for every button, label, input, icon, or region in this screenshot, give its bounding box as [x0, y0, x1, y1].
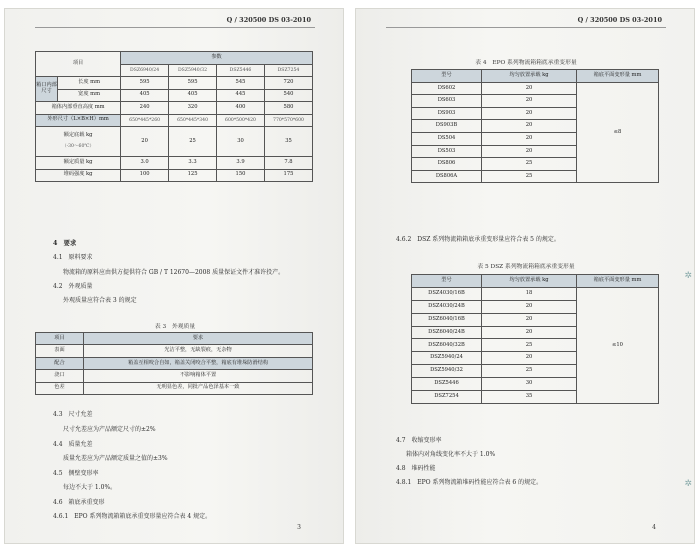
table1-row-label: 外形尺寸（L×B×H）mm: [36, 114, 121, 127]
section-4-4-text: 质量允差应为产品额定质量之值的±3%: [63, 455, 168, 462]
table1-cell: 580: [264, 102, 312, 115]
temperature-range: （-30～60℃）: [61, 144, 95, 150]
table3-item: 色差: [36, 382, 84, 394]
document-code-header: Q / 320500 DS 03-2010: [226, 16, 311, 24]
table1-row-label: [36, 127, 121, 157]
table-row: [412, 287, 659, 300]
table4-model: DS903B: [412, 120, 482, 133]
header-rule: [35, 27, 315, 28]
table4-caption: 表 4 EPO 系列物流箱箱底承重变形量: [475, 60, 577, 66]
section-4-3-text: 尺寸允差应为产品额定尺寸的±2%: [63, 426, 156, 433]
table5-load: 20: [482, 313, 577, 326]
table3-header: 项目: [36, 333, 84, 345]
binding-mark-icon: ✲: [684, 271, 692, 281]
table4-model: DS903: [412, 107, 482, 120]
table-row: [36, 157, 313, 170]
table1-cell: 20: [121, 127, 169, 157]
table1-item-header: 项目: [36, 52, 121, 77]
table5-load: 18: [482, 287, 577, 300]
table4-load: 25: [482, 158, 577, 171]
table1-model: DSZ5940/32: [169, 64, 217, 77]
section-4-3-heading: 4.3 尺寸允差: [53, 411, 93, 418]
table-row: [36, 345, 313, 357]
table5-header: 型号: [412, 275, 482, 288]
section-4-6-2-text: 4.6.2 DSZ 系列物流箱箱底承重变形量应符合表 5 的规定。: [396, 236, 560, 243]
table5-model: DSZ4030/24B: [412, 300, 482, 313]
table5-model: DSZ5940/24: [412, 352, 482, 365]
table1-row-label: 堆码强度 kg: [36, 169, 121, 182]
table4-load: 25: [482, 170, 577, 183]
table1-cell: 595: [169, 77, 217, 90]
table1-cell: 3.3: [169, 157, 217, 170]
table1-cell: 320: [169, 102, 217, 115]
table5-model: DSZ5940/32: [412, 365, 482, 378]
table1-model: DSZ6940/24: [121, 64, 169, 77]
table4-model: DS504: [412, 132, 482, 145]
table-row: [36, 114, 313, 127]
section-4-1-heading: 4.1 原料要求: [53, 254, 93, 261]
table1-cell: 650*445*260: [121, 114, 169, 127]
table1-cell: 25: [169, 127, 217, 157]
table1-model: DSZ7254: [264, 64, 312, 77]
table5-caption: 表 5 DSZ 系列物流箱箱底承重变形量: [477, 264, 575, 270]
table1-group-cell: [36, 77, 58, 102]
table5-model: DSZ6040/16B: [412, 313, 482, 326]
table1-cell: 720: [264, 77, 312, 90]
table1-cell: 545: [217, 77, 265, 90]
table4-load: 20: [482, 120, 577, 133]
table4-header: 型号: [412, 70, 482, 83]
table1-model: DSZ5446: [217, 64, 265, 77]
section-4-8-1-text: 4.8.1 EPO 系列物流箱堆码性能应符合表 6 的规定。: [396, 479, 543, 486]
table-row: [36, 89, 313, 102]
table4-header: 均匀放置承载 kg: [482, 70, 577, 83]
table1-cell: 3.9: [217, 157, 265, 170]
section-4-8-heading: 4.8 堆码性能: [396, 465, 436, 472]
table5-load: 20: [482, 352, 577, 365]
section-4-7-heading: 4.7 收缩变形率: [396, 437, 442, 444]
table1-row-label: 宽度 mm: [58, 89, 121, 102]
table1-row-label: 额定质量 kg: [36, 157, 121, 170]
binding-mark-icon: ✲: [684, 479, 692, 489]
table3-caption: 表 3 外观质量: [154, 324, 196, 330]
dsz-deformation-table: [411, 274, 659, 404]
table1-row-label: 箱体内部垂直高度 mm: [36, 102, 121, 115]
table1-cell: 100: [121, 169, 169, 182]
table5-load: 35: [482, 391, 577, 404]
table-row: [412, 70, 659, 83]
table1-cell: 175: [264, 169, 312, 182]
section-4-heading: 4 要求: [53, 240, 77, 247]
document-code-header: Q / 320500 DS 03-2010: [577, 16, 662, 24]
table4-load: 20: [482, 82, 577, 95]
table-row: [36, 169, 313, 182]
table4-model: DS503: [412, 145, 482, 158]
section-4-5-heading: 4.5 侧壁变形率: [53, 470, 99, 477]
table3-header: 要求: [84, 333, 313, 345]
section-4-2-text: 外观质量应符合表 3 的规定: [63, 297, 137, 304]
table1-cell: 35: [264, 127, 312, 157]
table4-header: 箱底平面变形量 mm: [577, 70, 659, 83]
table1-cell: 125: [169, 169, 217, 182]
table1-cell: 595: [121, 77, 169, 90]
table1-cell: 405: [121, 89, 169, 102]
section-4-2-heading: 4.2 外观质量: [53, 283, 93, 290]
table1-cell: 30: [217, 127, 265, 157]
table5-model: DSZ4030/16B: [412, 287, 482, 300]
table-row: [412, 275, 659, 288]
table-row: [36, 102, 313, 115]
table1-cell: 540: [264, 89, 312, 102]
epo-deformation-table: [411, 69, 659, 183]
table3-item: 浇口: [36, 370, 84, 382]
page-number: 3: [297, 524, 301, 531]
section-4-5-text: 每边不大于 1.0%。: [63, 484, 117, 491]
table4-load: 20: [482, 132, 577, 145]
table1-cell: 7.8: [264, 157, 312, 170]
table1-cell: 3.0: [121, 157, 169, 170]
section-4-4-heading: 4.4 质量允差: [53, 441, 93, 448]
left-page: [4, 8, 344, 544]
table-row: [36, 382, 313, 394]
appearance-table: [35, 332, 313, 395]
table5-header: 箱底平面变形量 mm: [577, 275, 659, 288]
section-4-6-1-text: 4.6.1 EPO 系列物流箱箱底承重变形量应符合表 4 规定。: [53, 513, 212, 520]
table4-load: 20: [482, 107, 577, 120]
table-row: [36, 370, 313, 382]
table5-model: DSZ6040/32B: [412, 339, 482, 352]
parameters-table: [35, 51, 313, 182]
table-row: [36, 357, 313, 369]
table3-item: 表面: [36, 345, 84, 357]
table-row: [36, 77, 313, 90]
table1-group-label-line2: 尺寸: [41, 88, 52, 94]
table1-param-header: 参数: [121, 52, 313, 65]
header-rule: [386, 27, 666, 28]
table1-cell: 650*445*340: [169, 114, 217, 127]
section-4-1-text: 物流箱的原料应由供方提供符合 GB / T 12670—2008 质量保证文件才准许投产。: [63, 269, 285, 276]
table4-model: DS806A: [412, 170, 482, 183]
table4-load: 20: [482, 95, 577, 108]
table5-load: 20: [482, 300, 577, 313]
table5-load: 30: [482, 378, 577, 391]
table-row: [412, 82, 659, 95]
table1-cell: 400: [217, 102, 265, 115]
section-4-6-heading: 4.6 箱底承重变形: [53, 499, 105, 506]
table5-model: DSZ6040/24B: [412, 326, 482, 339]
table5-load: 25: [482, 339, 577, 352]
table-row: [36, 333, 313, 345]
table5-header: 均匀放置承载 kg: [482, 275, 577, 288]
table1-group-label-line1: 箱口内部: [36, 82, 57, 89]
table4-deformation: ≤8: [577, 82, 659, 183]
table4-model: DS806: [412, 158, 482, 171]
table4-model: DS603: [412, 95, 482, 108]
table1-cell: 240: [121, 102, 169, 115]
table1-cell: 405: [169, 89, 217, 102]
table5-load: 25: [482, 365, 577, 378]
table5-deformation: ≤10: [577, 287, 659, 403]
table3-requirement: 无明显色差，同批产品色泽基本一致: [84, 382, 313, 394]
table3-item: 配合: [36, 357, 84, 369]
table1-cell: 445: [217, 89, 265, 102]
table5-model: DSZ5446: [412, 378, 482, 391]
table1-row-label: 长度 mm: [58, 77, 121, 90]
table1-cell: 150: [217, 169, 265, 182]
table3-requirement: 不影响箱体平置: [84, 370, 313, 382]
rated-load-label: 额定底载 kg: [63, 131, 93, 138]
table5-load: 20: [482, 326, 577, 339]
table4-model: DS602: [412, 82, 482, 95]
table4-load: 20: [482, 145, 577, 158]
table-row: [36, 127, 313, 157]
section-4-7-text: 箱体内对角线变化率不大于 1.0%: [406, 451, 496, 458]
table5-model: DSZ7254: [412, 391, 482, 404]
right-page: [355, 8, 695, 544]
table1-cell: 600*500*420: [217, 114, 265, 127]
page-number: 4: [652, 524, 656, 531]
table3-requirement: 箱盖互相咬合自如，箱盖关闭咬合平整，箱底有堆垛防滑结构: [84, 357, 313, 369]
table3-requirement: 光洁平整，无缺裂痕，无杂物: [84, 345, 313, 357]
table1-cell: 770*570*600: [264, 114, 312, 127]
